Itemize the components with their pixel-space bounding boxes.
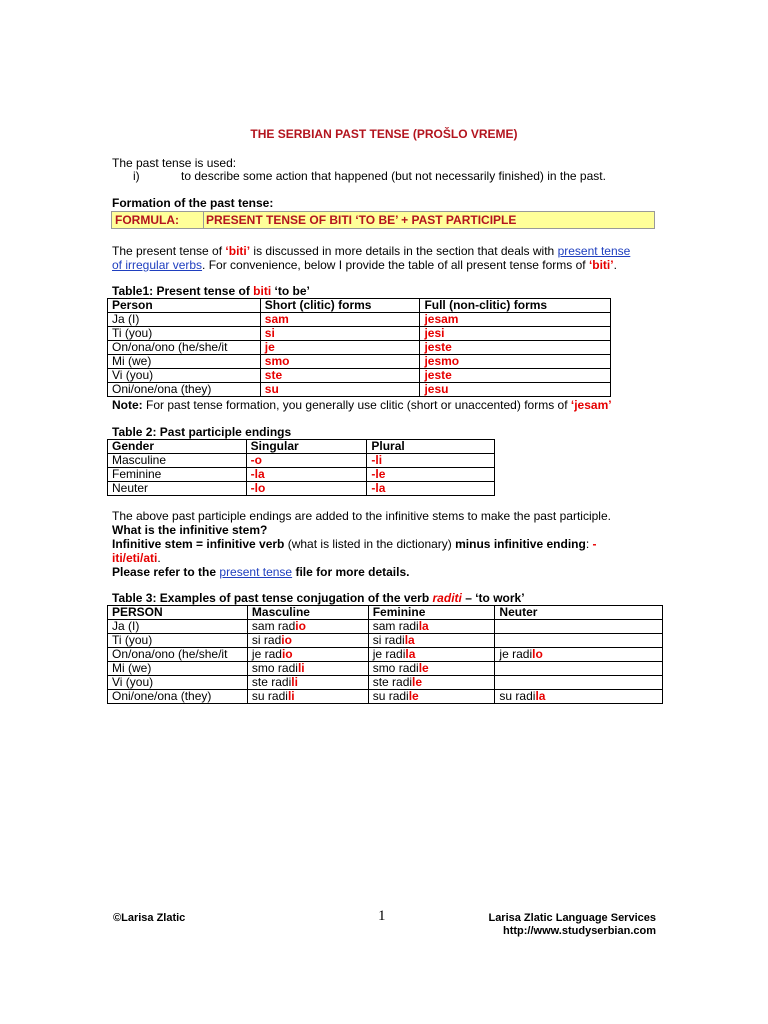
table-row: On/ona/ono (he/she/it je radio je radila je radilo xyxy=(108,648,663,662)
table-raditi-conjugation xyxy=(107,605,663,704)
table1-note: Note: For past tense formation, you generally use clitic (short or unaccented) forms of ‘jesam’ xyxy=(112,398,612,412)
infinitive-question: What is the infinitive stem? xyxy=(112,523,268,537)
list-item-number: i) xyxy=(133,169,140,183)
intro-text: The past tense is used: xyxy=(112,156,237,170)
column-header: Short (clitic) forms xyxy=(260,299,420,313)
refer-line: Please refer to the present tense file for more details. xyxy=(112,565,410,579)
list-item-text: to describe some action that happened (but not necessarily finished) in the past. xyxy=(181,169,606,183)
paragraph-present-tense-cont: of irregular verbs. For convenience, below I provide the table of all present tense forms of ‘biti’. xyxy=(112,258,617,272)
footer-company: Larisa Zlatic Language Services xyxy=(488,912,656,924)
present-tense-link[interactable]: present tense xyxy=(557,244,631,258)
table-row: Vi (you) ste radili ste radile xyxy=(108,676,663,690)
formula-text: PRESENT TENSE OF BITI ‘TO BE’ + PAST PARTICIPLE xyxy=(206,213,517,227)
table-row: Oni/one/ona (they) su radili su radile su radila xyxy=(108,690,663,704)
table-row: Ja (I) sam radio sam radila xyxy=(108,620,663,634)
table-header-row: PERSON Masculine Feminine Neuter xyxy=(108,606,663,620)
infinitive-definition: Infinitive stem = infinitive verb (what is listed in the dictionary) minus infinitive ending: - xyxy=(112,537,597,551)
footer-copyright: ©Larisa Zlatic xyxy=(113,912,186,924)
table-row: Oni/one/ona (they) su jesu xyxy=(108,383,611,397)
table-header-row: Gender Singular Plural xyxy=(108,440,495,454)
page-number: 1 xyxy=(378,908,386,924)
infinitive-endings: iti/eti/ati. xyxy=(112,551,161,565)
formula-label: FORMULA: xyxy=(115,213,179,227)
table-row: Vi (you) ste jeste xyxy=(108,369,611,383)
page-title: THE SERBIAN PAST TENSE (PROŠLO VREME) xyxy=(250,127,518,141)
table-participle-endings xyxy=(107,439,495,496)
table-row: Mi (we) smo radili smo radile xyxy=(108,662,663,676)
paragraph-participle: The above past participle endings are added to the infinitive stems to make the past participle. xyxy=(112,509,611,523)
table-row: Ti (you) si radio si radila xyxy=(108,634,663,648)
formation-heading: Formation of the past tense: xyxy=(112,196,274,210)
table-row: Mi (we) smo jesmo xyxy=(108,355,611,369)
table3-caption: Table 3: Examples of past tense conjugation of the verb raditi – ‘to work’ xyxy=(112,591,525,605)
table-present-biti xyxy=(107,298,611,397)
table2-caption: Table 2: Past participle endings xyxy=(112,425,292,439)
table-header-row xyxy=(108,299,611,313)
table-row: Neuter -lo -la xyxy=(108,482,495,496)
irregular-verbs-link[interactable]: of irregular verbs xyxy=(112,258,203,272)
column-header: Full (non-clitic) forms xyxy=(420,299,611,313)
column-header: Person xyxy=(108,299,261,313)
table-row: Ti (you) si jesi xyxy=(108,327,611,341)
table-row: Ja (I) sam jesam xyxy=(108,313,611,327)
table1-caption: Table1: Present tense of biti ‘to be’ xyxy=(112,284,310,298)
table-row: Masculine -o -li xyxy=(108,454,495,468)
footer-url: http://www.studyserbian.com xyxy=(503,925,656,937)
table-row: On/ona/ono (he/she/it je jeste xyxy=(108,341,611,355)
paragraph-present-tense: The present tense of ‘biti’ is discussed in more details in the section that deals with present tense xyxy=(112,244,631,258)
formula-box xyxy=(111,211,655,229)
table-row: Feminine -la -le xyxy=(108,468,495,482)
present-tense-file-link[interactable]: present tense xyxy=(219,565,293,579)
